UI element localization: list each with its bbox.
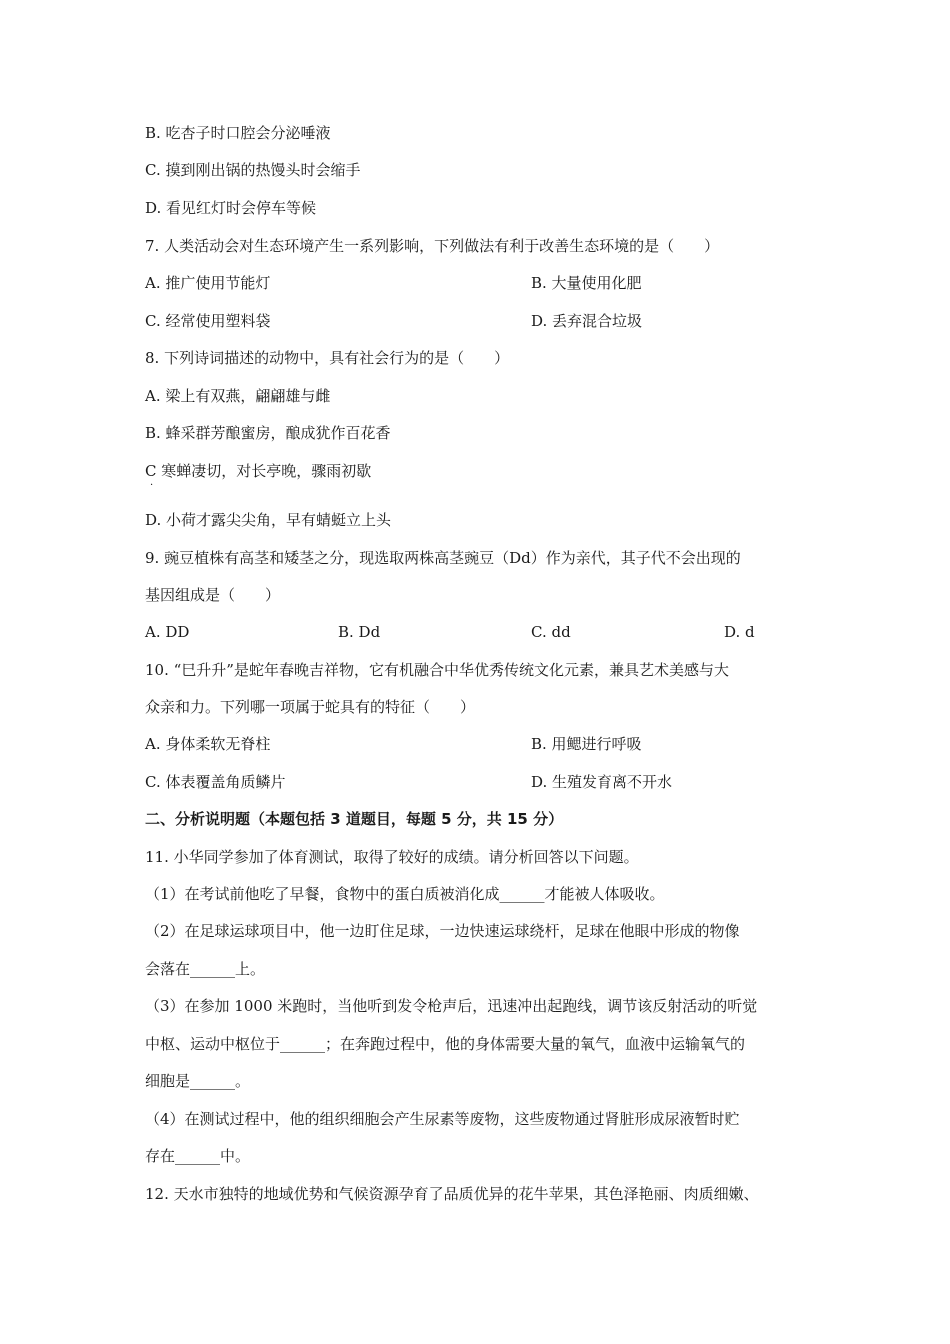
q8-option-b: B. 蜂采群芳酿蜜房，酿成犹作百花香 <box>145 424 391 442</box>
q11-part4-line1: （4）在测试过程中，他的组织细胞会产生尿素等废物，这些废物通过肾脏形成尿液暂时贮 <box>145 1110 740 1128</box>
q9-option-a: A. DD <box>145 623 190 641</box>
q11-part3-line1: （3）在参加 1000 米跑时，当他听到发令枪声后，迅速冲出起跑线，调节该反射活动的听觉 <box>145 997 758 1015</box>
q6-option-c: C. 摸到刚出锅的热馒头时会缩手 <box>145 161 361 179</box>
q9-stem-line2: 基因组成是（ ） <box>145 586 281 604</box>
q9-option-b: B. Dd <box>338 623 381 641</box>
q7-option-d: D. 丢弃混合垃圾 <box>531 312 643 330</box>
q9-stem-line1: 9. 豌豆植株有高茎和矮茎之分，现选取两株高茎豌豆（Dd）作为亲代，其子代不会出现的 <box>145 549 741 567</box>
q10-option-b: B. 用鳃进行呼吸 <box>531 735 642 753</box>
q8-option-c-dot: · <box>150 480 154 491</box>
q9-option-c: C. dd <box>531 623 571 641</box>
q10-option-c: C. 体表覆盖角质鳞片 <box>145 773 286 791</box>
q10-stem-line1: 10. “巳升升”是蛇年春晚吉祥物，它有机融合中华优秀传统文化元素，兼具艺术美感与大 <box>145 661 729 679</box>
section-heading: 二、分析说明题（本题包括 3 道题目，每题 5 分，共 15 分） <box>145 810 564 828</box>
q11-part3-line2: 中枢、运动中枢位于______；在奔跑过程中，他的身体需要大量的氧气，血液中运输氧气的 <box>145 1035 746 1053</box>
q11-part1: （1）在考试前他吃了早餐，食物中的蛋白质被消化成______才能被人体吸收。 <box>145 885 665 903</box>
q7-option-a: A. 推广使用节能灯 <box>145 274 271 292</box>
q7-option-c: C. 经常使用塑料袋 <box>145 312 271 330</box>
q8-option-d: D. 小荷才露尖尖角，早有蜻蜓立上头 <box>145 511 392 529</box>
q6-option-d: D. 看见红灯时会停车等候 <box>145 199 317 217</box>
q11-stem: 11. 小华同学参加了体育测试，取得了较好的成绩。请分析回答以下问题。 <box>145 848 639 866</box>
q8-option-c: C 寒蝉凄切，对长亭晚，骤雨初歇 <box>145 462 372 480</box>
q11-part2-line2: 会落在______上。 <box>145 960 266 978</box>
q10-option-d: D. 生殖发育离不开水 <box>531 773 673 791</box>
q11-part4-line2: 存在______中。 <box>145 1147 251 1165</box>
q8-stem: 8. 下列诗词描述的动物中，具有社会行为的是（ ） <box>145 349 510 367</box>
q12-stem-line1: 12. 天水市独特的地域优势和气候资源孕育了品质优异的花牛苹果，其色泽艳丽、肉质细嫩、 <box>145 1185 759 1203</box>
q8-option-a: A. 梁上有双燕，翩翩雄与雌 <box>145 387 331 405</box>
q6-option-b: B. 吃杏子时口腔会分泌唾液 <box>145 124 331 142</box>
q10-option-a: A. 身体柔软无脊柱 <box>145 735 271 753</box>
q7-stem: 7. 人类活动会对生态环境产生一系列影响，下列做法有利于改善生态环境的是（ ） <box>145 237 720 255</box>
q9-option-d: D. d <box>724 623 755 641</box>
q7-option-b: B. 大量使用化肥 <box>531 274 642 292</box>
q10-stem-line2: 众亲和力。下列哪一项属于蛇具有的特征（ ） <box>145 698 476 716</box>
q11-part3-line3: 细胞是______。 <box>145 1072 251 1090</box>
q11-part2-line1: （2）在足球运球项目中，他一边盯住足球，一边快速运球绕杆，足球在他眼中形成的物像 <box>145 922 740 940</box>
